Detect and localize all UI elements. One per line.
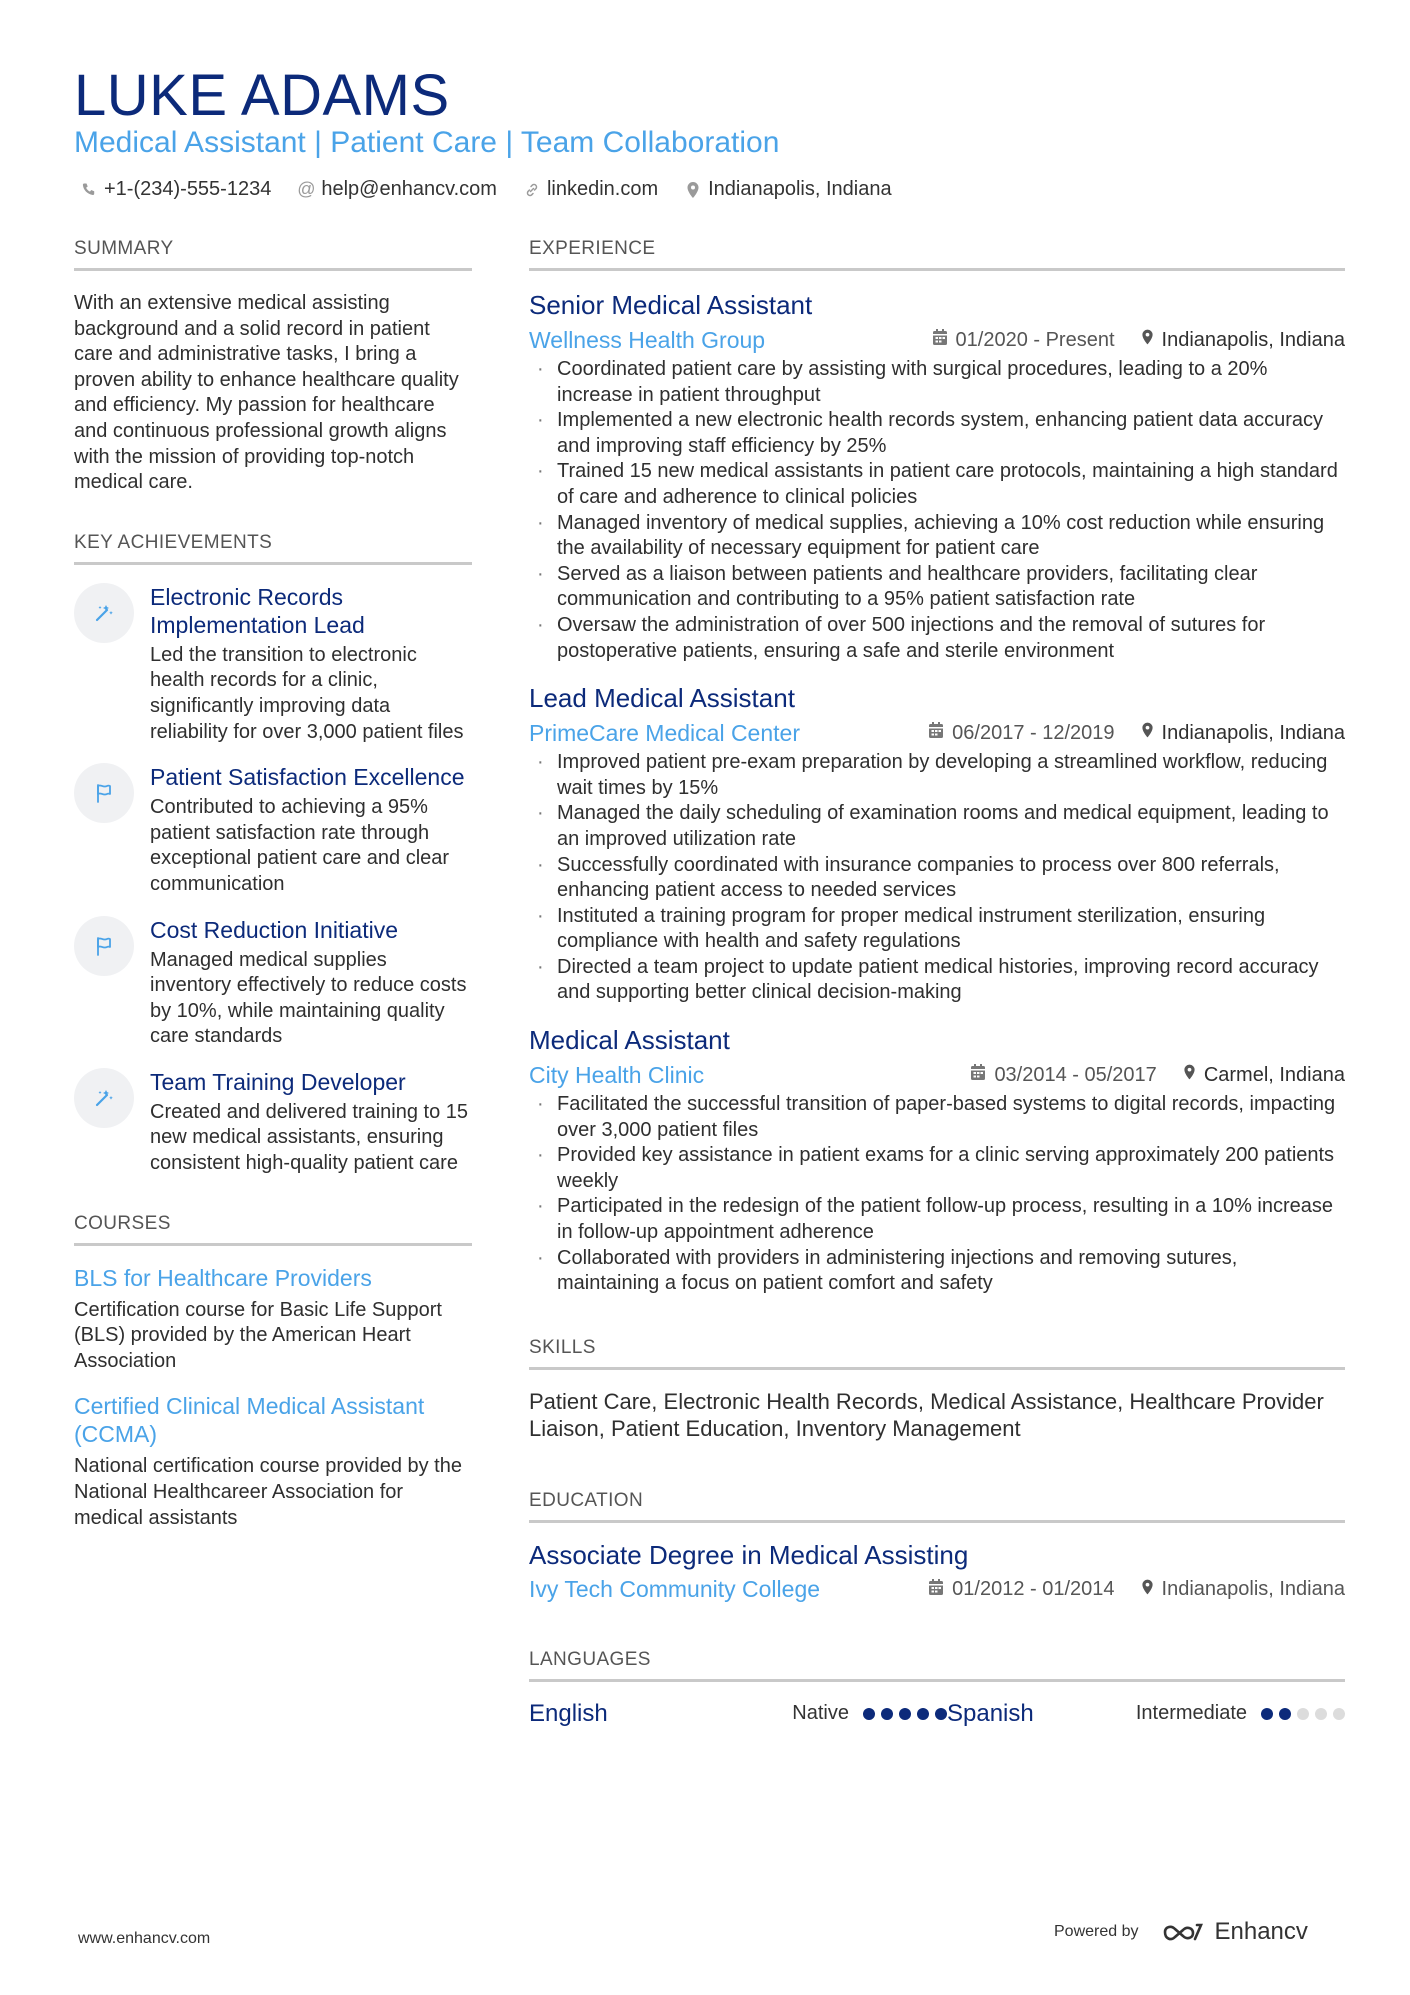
achievement-title: Cost Reduction Initiative — [150, 916, 399, 943]
experience-heading: EXPERIENCE — [529, 238, 1345, 271]
job-bullet: · Directed a team project to update patient medical histories, improving record accuracy and supporting better clinical decision-making — [529, 955, 1345, 1006]
calendar-icon — [932, 328, 948, 352]
contact-linkedin[interactable] — [523, 178, 658, 201]
location-icon — [1141, 1578, 1154, 1602]
rating-dot-filled — [935, 1708, 947, 1720]
job-meta — [529, 718, 1345, 748]
languages-section — [529, 1649, 1345, 1730]
language-name: Spanish — [947, 1699, 1034, 1727]
job-title: Medical Assistant — [529, 1025, 730, 1056]
achievement-item — [74, 1068, 472, 1177]
experience-section — [529, 238, 1345, 1297]
at-icon: @ — [297, 179, 316, 199]
job-company: City Health Clinic — [529, 1061, 705, 1088]
job-title: Lead Medical Assistant — [529, 683, 795, 714]
location-icon — [1183, 1063, 1196, 1087]
rating-dot-filled — [1261, 1708, 1273, 1720]
education-entry — [529, 1539, 1345, 1605]
candidate-headline: Medical Assistant | Patient Care | Team Collaboration — [74, 126, 780, 159]
brand-logo[interactable] — [1161, 1918, 1308, 1946]
achievement-item — [74, 916, 472, 1050]
job-location-text: Carmel, Indiana — [1203, 1063, 1345, 1086]
job-company: PrimeCare Medical Center — [529, 719, 800, 746]
job-bullet: · Provided key assistance in patient exams for a clinic serving approximately 200 patients weekly — [529, 1143, 1345, 1194]
education-meta — [529, 1575, 1345, 1605]
job-dates — [932, 328, 1115, 352]
achievements-section — [74, 532, 472, 1177]
course-title: Certified Clinical Medical Assistant (CCMA) — [74, 1393, 425, 1448]
link-icon — [523, 182, 541, 198]
rating-dot-empty — [1297, 1708, 1309, 1720]
contact-location — [684, 178, 891, 201]
rating-dot-empty — [1315, 1708, 1327, 1720]
achievement-item — [74, 583, 472, 745]
education-dates — [928, 1578, 1114, 1602]
language-rating — [863, 1708, 947, 1720]
contact-phone-text: +1-(234)-555-1234 — [104, 178, 272, 200]
job-bullets — [529, 1092, 1345, 1297]
job-company: Wellness Health Group — [529, 326, 766, 353]
contact-email[interactable] — [297, 178, 497, 201]
job-entry — [529, 1024, 1345, 1297]
brand-name: Enhancv — [1214, 1918, 1308, 1945]
job-bullet: · Collaborated with providers in administering injections and removing sutures, maintaining a focus on patient comfort and safety — [529, 1246, 1345, 1297]
language-item — [529, 1700, 947, 1728]
education-section — [529, 1490, 1345, 1605]
job-bullet: · Successfully coordinated with insurance companies to process over 800 referrals, enhancing patient access to needed services — [529, 853, 1345, 904]
contact-location-text: Indianapolis, Indiana — [708, 178, 892, 200]
skills-text: Patient Care, Electronic Health Records, Medical Assistance, Healthcare Provider Liaison, Patient Education, Inventory Management — [529, 1388, 1324, 1441]
footer-branding — [1054, 1918, 1308, 1946]
job-entry — [529, 682, 1345, 1006]
courses-section — [74, 1213, 472, 1532]
achievement-title: Electronic Records Implementation Lead — [150, 583, 365, 638]
education-school: Ivy Tech Community College — [529, 1576, 821, 1603]
job-location-text: Indianapolis, Indiana — [1161, 721, 1345, 744]
job-dates-text: 03/2014 - 05/2017 — [994, 1063, 1157, 1086]
job-bullet: · Managed inventory of medical supplies, achieving a 10% cost reduction while ensuring the availability of necessary equipment for patient care — [529, 511, 1345, 562]
course-item — [74, 1392, 472, 1531]
language-level: Native — [792, 1702, 849, 1725]
language-level: Intermediate — [1135, 1702, 1247, 1725]
job-bullet: · Improved patient pre-exam preparation by developing a streamlined workflow, reducing wait times by 15% — [529, 750, 1345, 801]
job-dates — [928, 721, 1114, 745]
job-location-text: Indianapolis, Indiana — [1161, 328, 1345, 351]
job-bullet: · Managed the daily scheduling of examination rooms and medical equipment, leading to an improved utilization rate — [529, 801, 1345, 852]
achievement-desc: Managed medical supplies inventory effectively to reduce costs by 10%, while maintaining quality care standards — [150, 948, 467, 1048]
courses-heading: COURSES — [74, 1213, 472, 1246]
language-item — [947, 1700, 1345, 1728]
job-bullet: · Trained 15 new medical assistants in patient care protocols, maintaining a high standard of care and adherence to clinical policies — [529, 459, 1345, 510]
languages-row — [529, 1698, 1345, 1730]
contact-email-text: help@enhancv.com — [321, 178, 497, 200]
rating-dot-filled — [917, 1708, 929, 1720]
rating-dot-filled — [1279, 1708, 1291, 1720]
job-meta — [529, 1060, 1345, 1090]
education-location — [1141, 1578, 1345, 1602]
location-icon — [1141, 328, 1154, 352]
course-title: BLS for Healthcare Providers — [74, 1264, 372, 1291]
skills-heading: SKILLS — [529, 1337, 1345, 1370]
education-degree: Associate Degree in Medical Assisting — [529, 1539, 969, 1570]
footer-website[interactable]: www.enhancv.com — [78, 1930, 211, 1947]
job-dates-text: 06/2017 - 12/2019 — [952, 721, 1115, 744]
contact-linkedin-text: linkedin.com — [546, 178, 659, 200]
flag-icon — [74, 916, 134, 976]
job-bullet: · Served as a liaison between patients and healthcare providers, facilitating clear communication and contributing to a 95% patient satisfaction rate — [529, 562, 1345, 613]
powered-by-label: Powered by — [1054, 1923, 1139, 1940]
location-icon — [1141, 721, 1154, 745]
job-bullet: · Participated in the redesign of the patient follow-up process, resulting in a 10% increase in follow-up appointment adherence — [529, 1194, 1345, 1245]
summary-heading: SUMMARY — [74, 238, 472, 271]
achievement-title: Team Training Developer — [150, 1068, 406, 1095]
job-bullet: · Facilitated the successful transition of paper-based systems to digital records, impacting over 3,000 patient files — [529, 1092, 1345, 1143]
calendar-icon — [928, 721, 944, 745]
flag-icon — [74, 763, 134, 823]
wand-icon — [74, 1068, 134, 1128]
candidate-name: LUKE ADAMS — [74, 63, 450, 128]
job-location — [1183, 1063, 1345, 1087]
job-bullet: · Oversaw the administration of over 500 injections and the removal of sutures for postoperative patients, ensuring a safe and sterile environment — [529, 613, 1345, 664]
job-bullet: · Instituted a training program for proper medical instrument sterilization, ensuring compliance with health and safety regulations — [529, 904, 1345, 955]
job-bullet: · Coordinated patient care by assisting with surgical procedures, leading to a 20% increase in patient throughput — [529, 357, 1345, 408]
course-desc: Certification course for Basic Life Support (BLS) provided by the American Heart Association — [74, 1298, 442, 1372]
phone-icon — [80, 182, 98, 198]
job-bullets — [529, 750, 1345, 1006]
job-dates — [970, 1063, 1156, 1087]
language-rating — [1261, 1708, 1345, 1720]
achievement-title: Patient Satisfaction Excellence — [150, 764, 465, 791]
language-name: English — [529, 1699, 608, 1727]
job-bullet: · Implemented a new electronic health records system, enhancing patient data accuracy and improving staff efficiency by 25% — [529, 408, 1345, 459]
summary-text: With an extensive medical assisting background and a solid record in patient care and administrative tasks, I bring a proven ability to enhance healthcare quality and efficiency. My passion for healthcare and continuous professional growth aligns with the mission of providing top-notch medical care. — [74, 292, 459, 494]
job-entry — [529, 289, 1345, 664]
left-column — [74, 238, 472, 1531]
contact-bar — [80, 178, 892, 201]
education-location-text: Indianapolis, Indiana — [1161, 1578, 1345, 1601]
skills-section — [529, 1337, 1345, 1442]
contact-phone[interactable] — [80, 178, 271, 201]
education-heading: EDUCATION — [529, 1490, 1345, 1523]
location-icon — [684, 181, 702, 199]
job-location — [1141, 721, 1345, 745]
job-dates-text: 01/2020 - Present — [955, 328, 1115, 351]
job-meta — [529, 325, 1345, 355]
job-location — [1141, 328, 1345, 352]
achievement-desc: Led the transition to electronic health records for a clinic, significantly improving data reliability for over 3,000 patient files — [150, 643, 464, 743]
course-desc: National certification course provided by the National Healthcareer Association for medical assistants — [74, 1455, 462, 1529]
enhancv-logo-icon — [1161, 1920, 1205, 1944]
achievements-heading: KEY ACHIEVEMENTS — [74, 532, 472, 565]
calendar-icon — [970, 1063, 986, 1087]
rating-dot-filled — [881, 1708, 893, 1720]
calendar-icon — [928, 1578, 944, 1602]
rating-dot-empty — [1333, 1708, 1345, 1720]
course-item — [74, 1264, 472, 1375]
achievement-desc: Created and delivered training to 15 new medical assistants, ensuring consistent high-quality patient care — [150, 1100, 468, 1175]
languages-heading: LANGUAGES — [529, 1649, 1345, 1682]
achievement-desc: Contributed to achieving a 95% patient satisfaction rate through exceptional patient care and clear communication — [150, 796, 450, 895]
summary-section — [74, 238, 472, 496]
job-title: Senior Medical Assistant — [529, 290, 813, 320]
achievement-item — [74, 763, 472, 897]
right-column — [529, 238, 1345, 1730]
job-bullets — [529, 357, 1345, 664]
rating-dot-filled — [899, 1708, 911, 1720]
rating-dot-filled — [863, 1708, 875, 1720]
wand-icon — [74, 583, 134, 643]
education-dates-text: 01/2012 - 01/2014 — [952, 1578, 1115, 1601]
